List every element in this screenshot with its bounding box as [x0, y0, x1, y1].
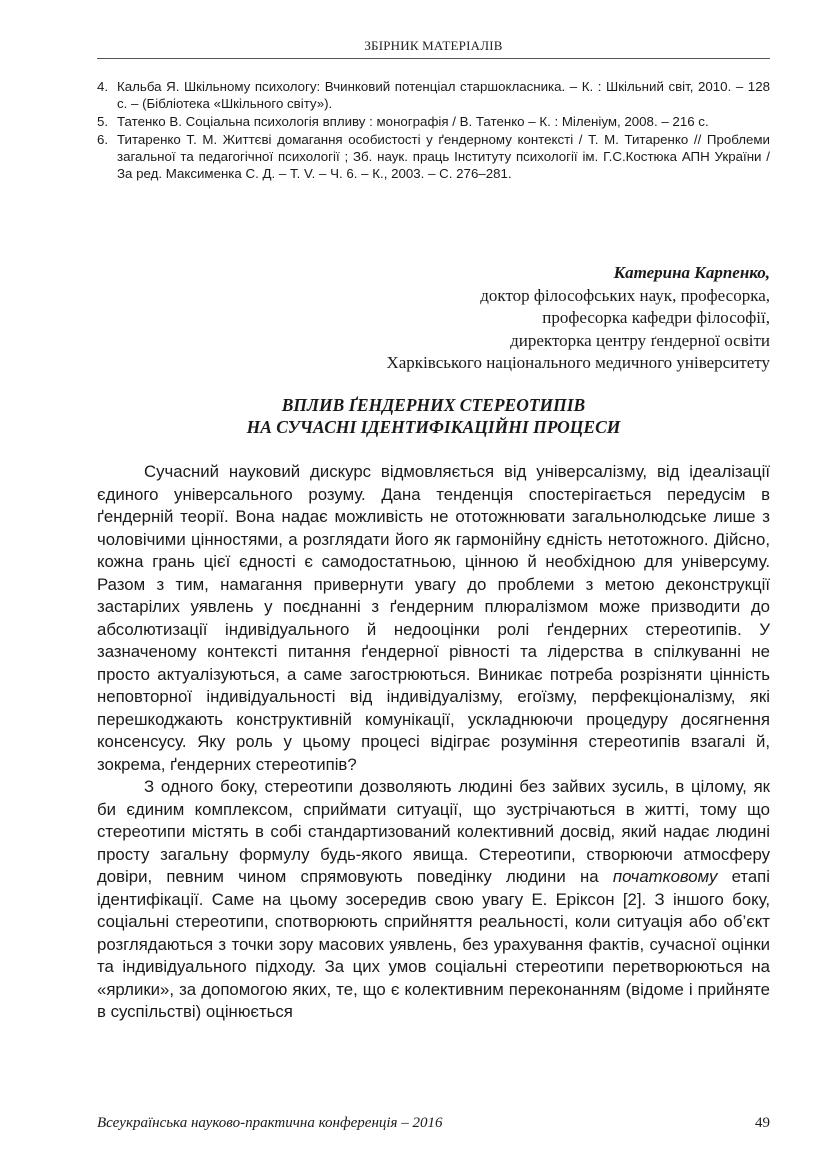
author-affiliation-line: доктор філософських наук, професорка, [480, 285, 770, 305]
author-block [386, 262, 770, 375]
body-text-span: З одного боку, стереотипи дозволяють людині без зайвих зусиль, в цілому, як би єдиним комплексом, сприймати ситуації, що зустрічаються в житті, тому що стереотипи містять в собі стандартизований колективний досвід, який надає людині просту загальну формулу будь-якого явища. Стереотипи, створюючи атмосферу довіри, певним чином спрямовують поведінку людини на [97, 777, 770, 886]
body-text-span: етапі ідентифікації. Саме на цьому зосередив свою увагу Е. Еріксон [2]. З іншого боку, соціальні стереотипи, спотворюють сприйняття реальності, коли ситуація або об’єкт розглядаються з точки зору масових уявлень, без урахування фактів, сучасної оцінки та індивідуального підходу. За цих умов соціальні стереотипи перетворюються на «ярлики», за допомогою яких, те, що є колективним переконанням (відоме і прийняте в суспільстві) оцінюється [97, 867, 770, 1021]
author-name: Катерина Карпенко, [613, 263, 770, 282]
reference-text: Татенко В. Соціальна психологія впливу : монографія / В. Татенко – К. : Міленіум, 2008. – 216 с. [117, 114, 709, 129]
article-title-line: НА СУЧАСНІ ІДЕНТИФІКАЦІЙНІ ПРОЦЕСИ [246, 417, 621, 437]
body-paragraph: Сучасний науковий дискурс відмовляється від універсалізму, від ідеалізації єдиного універсального розуму. Дана тенденція спостерігається передусім в ґендерній теорії. Вона надає можливість не ототожнювати загальнолюдське лише з чоловічими цінностями, а розглядати його як гармонійну єдність нетотожного. Дійсно, кожна грань цієї єдності є самодостатньою, цінною й необхідною для універсуму. Разом з тим, намагання привернути увагу до проблеми з метою деконструкції застарілих уявлень у поєднанні з ґендерним плюралізмом може призводити до абсолютизації індивідуального й недооцінки ролі ґендерних стереотипів. У зазначеному контексті питання ґендерної рівності та лідерства в спілкуванні не просто актуалізуються, а саме загострюються. Виникає потреба розрізняти цінність неповторної індивідуальності від індивідуалізму, егоїзму, перфекціоналізму, які перешкоджають конструктивній комунікації, ускладнюючи процедуру досягнення консенсусу. Яку роль у цьому процесі відіграє розуміння стереотипів взагалі й, зокрема, ґендерних стереотипів? [97, 462, 770, 774]
reference-text: Титаренко Т. М. Життєві домагання особистості у ґендерному контексті / Т. М. Титаренко // Проблеми загальної та педагогічної психології ; Зб. наук. праць Інституту психології ім. Г.С.Костюка АПН України / За ред. Максименка С. Д. – Т. V. – Ч. 6. – К., 2003. – С. 276–281. [117, 132, 770, 181]
reference-number: 5. [97, 114, 109, 129]
body-paragraph [97, 776, 770, 1024]
footer-conference: Всеукраїнська науково-практична конференція – 2016 [97, 1115, 443, 1131]
reference-list [97, 78, 770, 183]
emphasized-word: початковому [612, 867, 718, 886]
author-affiliation-line: професорка кафедри філософії, [542, 308, 770, 327]
reference-number: 6. [97, 132, 109, 147]
article-title-line: ВПЛИВ ҐЕНДЕРНИХ СТЕРЕОТИПІВ [281, 395, 586, 415]
reference-item [97, 78, 770, 112]
article-body [97, 461, 770, 1024]
reference-number: 4. [97, 79, 109, 94]
author-affiliation-line: Харківського національного медичного університету [386, 353, 770, 372]
reference-text: Кальба Я. Шкільному психологу: Вчинковий потенціал старшокласника. – К. : Шкільний світ, 2010. – 128 с. – (Бібліотека «Шкільного світу»). [117, 79, 770, 111]
running-header: ЗБІРНИК МАТЕРІАЛІВ [364, 38, 503, 53]
author-affiliation-line: директорка центру ґендерної освіти [510, 330, 770, 350]
reference-item [97, 113, 770, 130]
article-title [97, 394, 770, 438]
page-number: 49 [755, 1115, 770, 1131]
reference-item [97, 131, 770, 182]
header-divider [97, 58, 770, 59]
